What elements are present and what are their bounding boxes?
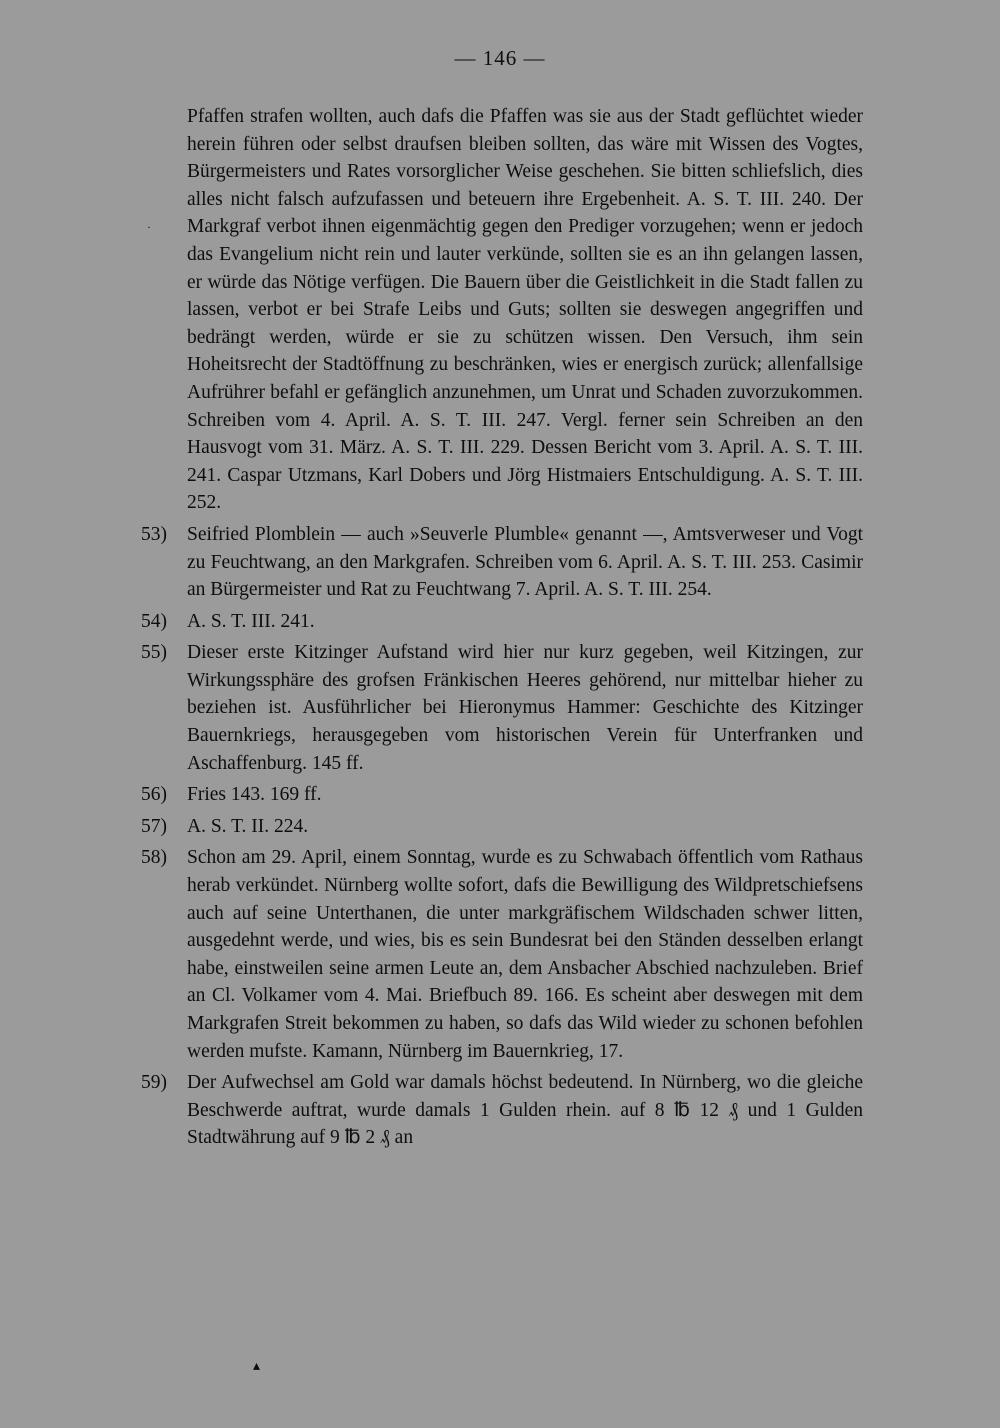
footnote-number: 56) xyxy=(141,784,167,806)
footnote-number: 58) xyxy=(141,847,167,869)
footnote-text: Fries 143. 169 ff. xyxy=(187,784,322,806)
margin-mark: · xyxy=(147,220,151,234)
continued-note: Pfaffen strafen wollten, auch dafs die Pfaffen was sie aus der Stadt geflüchtet wieder herein führen oder selbst draufsen bleiben sollten, das wäre mit Wissen des Vogtes, Bürgermeisters und Rates vorsorglicher Weise geschehen. Sie bitten schliefslich, dies alles nicht falsch aufzufassen und beteuern ihre Ergebenheit. A. S. T. III. 240. Der Markgraf verbot ihnen eigenmächtig gegen den Prediger vorzugehen; wenn er jedoch das Evangelium nicht rein und lauter verkünde, sollten sie es an ihn gelangen lassen, er würde das Nötige verfügen. Die Bauern über die Geistlichkeit in die Stadt fallen zu lassen, verbot er bei Strafe Leibs und Guts; sollten sie deswegen angegriffen und bedrängt werden, würde er sie zu schützen wissen. Den Versuch, ihm sein Hoheitsrecht der Stadtöffnung zu beschränken, wies er energisch zurück; allenfallsige Aufrührer befahl er gefänglich anzunehmen, um Unrat und Schaden zuvorzukommen. Schreiben vom 4. April. A. S. T. III. 247. Vergl. ferner sein Schreiben an den Hausvogt vom 31. März. A. S. T. III. 229. Dessen Bericht vom 3. April. A. S. T. III. 241. Caspar Utzmans, Karl Dobers und Jörg Histmaiers Entschuldigung. A. S. T. III. 252. xyxy=(187,106,863,514)
footnote-text: Dieser erste Kitzinger Aufstand wird hier nur kurz gegeben, weil Kitzingen, zur Wirkungssphäre des grofsen Fränkischen Heeres gehörend, nur mittelbar hieher zu beziehen ist. Ausführlicher bei Hieronymus Hammer: Geschichte des Kitzinger Bauernkriegs, herausgegeben vom historischen Verein für Unterfranken und Aschaffenburg. 145 ff. xyxy=(187,642,863,774)
footnote-number: 57) xyxy=(141,815,167,837)
footnote-number: 55) xyxy=(141,642,167,664)
footnote-text: Schon am 29. April, einem Sonntag, wurde es zu Schwabach öffentlich vom Rathaus herab verkündet. Nürnberg wollte sofort, dafs die Bewilligung des Wildpretschiefsens auch auf seine Unterthanen, die unter markgräfischem Wildschaden schwer litten, ausgedehnt werde, und wies, bis es sein Bundesrat bei den Ständen desselben erlangt habe, einstweilen seine armen Leute an, dem Ansbacher Abschied nachzuleben. Brief an Cl. Volkamer vom 4. Mai. Briefbuch 89. 166. Es scheint aber deswegen mit dem Markgrafen Streit bekommen zu haben, so dafs das Wild wieder zu schonen befohlen werden mufste. Kamann, Nürnberg im Bauernkrieg, 17. xyxy=(187,847,863,1062)
footnote-56 xyxy=(141,781,863,809)
footnote-58 xyxy=(141,844,863,1065)
footnote-text: Seifried Plomblein — auch »Seuverle Plumble« genannt —, Amtsverweser und Vogt zu Feuchtwang, an den Markgrafen. Schreiben vom 6. April. A. S. T. III. 253. Casimir an Bürgermeister und Rat zu Feuchtwang 7. April. A. S. T. III. 254. xyxy=(187,523,863,601)
footnotes-column xyxy=(141,103,863,1152)
footnote-number: 53) xyxy=(141,523,167,545)
footnote-54 xyxy=(141,608,863,636)
footnote-53 xyxy=(141,521,863,604)
stray-mark: ▴ xyxy=(253,1359,261,1374)
footnote-text: A. S. T. III. 241. xyxy=(187,610,315,632)
footnote-text: A. S. T. II. 224. xyxy=(187,815,309,837)
page-number-header: — 146 — xyxy=(454,46,546,70)
footnote-number: 54) xyxy=(141,610,167,632)
footnote-55 xyxy=(141,639,863,777)
footnote-57 xyxy=(141,813,863,841)
footnote-number: 59) xyxy=(141,1072,167,1094)
footnote-text: Der Aufwechsel am Gold war damals höchst bedeutend. In Nürnberg, wo die gleiche Beschwerde auftrat, wurde damals 1 Gulden rhein. auf 8 ℔ 12 ₰ und 1 Gulden Stadtwährung auf 9 ℔ 2 ₰ an xyxy=(187,1072,863,1149)
footnote-59 xyxy=(141,1069,863,1152)
